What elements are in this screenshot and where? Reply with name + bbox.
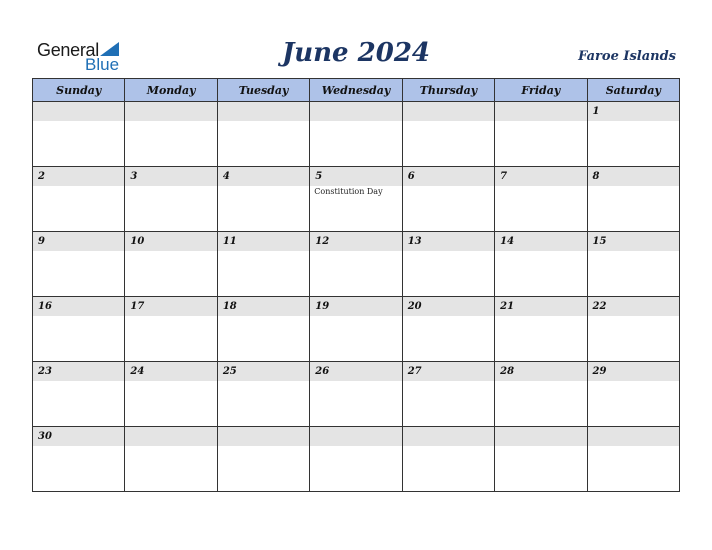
day-number-bar — [33, 427, 124, 446]
week-row — [33, 167, 680, 232]
day-number-bar — [310, 362, 401, 381]
day-cell — [33, 167, 125, 232]
calendar-grid — [32, 78, 680, 492]
day-number: 16 — [38, 301, 52, 312]
day-number: 21 — [500, 301, 515, 312]
day-cell — [217, 232, 309, 297]
day-cell — [33, 232, 125, 297]
day-cell — [587, 102, 679, 167]
day-number-bar — [125, 362, 216, 381]
day-number: 14 — [500, 236, 515, 247]
day-number-bar — [588, 427, 679, 446]
day-number-bar — [310, 297, 401, 316]
day-cell — [310, 102, 402, 167]
day-cell — [125, 362, 217, 427]
day-cell — [125, 297, 217, 362]
day-number-bar — [125, 297, 216, 316]
day-number-bar — [403, 232, 494, 251]
day-number: 6 — [407, 171, 415, 182]
day-number-bar — [310, 427, 401, 446]
day-cell — [587, 427, 679, 492]
weekday-friday: Friday — [495, 79, 587, 102]
day-number-bar — [218, 102, 309, 121]
day-cell — [217, 297, 309, 362]
day-cell — [310, 362, 402, 427]
day-cell — [402, 362, 494, 427]
day-number-bar — [33, 297, 124, 316]
day-number-bar — [403, 297, 494, 316]
day-number: 19 — [315, 301, 330, 312]
day-cell — [125, 232, 217, 297]
day-cell — [402, 102, 494, 167]
day-number-bar — [588, 102, 679, 121]
weekday-thursday: Thursday — [402, 79, 494, 102]
day-number: 10 — [130, 236, 145, 247]
day-number-bar — [33, 167, 124, 186]
day-number: 15 — [592, 236, 607, 247]
weekday-wednesday: Wednesday — [310, 79, 402, 102]
day-cell — [587, 232, 679, 297]
day-cell — [495, 167, 587, 232]
weekday-monday: Monday — [125, 79, 217, 102]
week-row — [33, 102, 680, 167]
day-number-bar — [218, 362, 309, 381]
day-cell — [217, 362, 309, 427]
day-cell — [33, 102, 125, 167]
day-number-bar — [495, 102, 586, 121]
day-cell — [402, 167, 494, 232]
day-number-bar — [33, 362, 124, 381]
weekday-saturday: Saturday — [587, 79, 679, 102]
day-cell — [217, 167, 309, 232]
day-number-bar — [495, 167, 586, 186]
day-number: 30 — [38, 431, 52, 442]
day-number-bar — [588, 232, 679, 251]
day-cell — [402, 297, 494, 362]
day-number: 26 — [315, 366, 330, 377]
day-number: 12 — [315, 236, 330, 247]
day-number-bar — [310, 102, 401, 121]
day-cell — [33, 427, 125, 492]
day-number: 1 — [592, 106, 600, 117]
day-number-bar — [125, 102, 216, 121]
day-cell — [402, 232, 494, 297]
day-cell — [587, 362, 679, 427]
day-cell — [495, 102, 587, 167]
day-number: 23 — [38, 366, 52, 377]
day-cell — [495, 232, 587, 297]
day-number-bar — [403, 102, 494, 121]
day-cell — [587, 297, 679, 362]
day-number-bar — [33, 102, 124, 121]
day-number-bar — [218, 427, 309, 446]
day-cell — [310, 297, 402, 362]
day-number-bar — [403, 362, 494, 381]
day-number: 24 — [130, 366, 145, 377]
day-number-bar — [218, 167, 309, 186]
day-cell — [125, 102, 217, 167]
generalblue-logo — [37, 40, 127, 74]
day-number-bar — [588, 362, 679, 381]
weekday-header-row — [33, 79, 680, 102]
day-cell — [33, 297, 125, 362]
day-number: 18 — [222, 301, 237, 312]
day-number: 13 — [407, 236, 422, 247]
day-cell — [310, 167, 402, 232]
day-number: 17 — [130, 301, 145, 312]
day-number: 25 — [222, 366, 237, 377]
day-number-bar — [495, 362, 586, 381]
day-number: 27 — [407, 366, 422, 377]
country-label: Faroe Islands — [578, 49, 676, 64]
day-number-bar — [495, 427, 586, 446]
day-number-bar — [588, 297, 679, 316]
day-cell — [495, 297, 587, 362]
day-number-bar — [125, 427, 216, 446]
day-cell — [402, 427, 494, 492]
day-number-bar — [310, 167, 401, 186]
day-cell — [495, 362, 587, 427]
weekday-sunday: Sunday — [33, 79, 125, 102]
day-number: 20 — [407, 301, 422, 312]
day-number: 11 — [222, 236, 237, 247]
day-number: 22 — [592, 301, 607, 312]
day-number: 28 — [500, 366, 515, 377]
day-number: 3 — [130, 171, 138, 182]
page-title: June 2024 — [281, 38, 431, 68]
day-number-bar — [310, 232, 401, 251]
weekday-tuesday: Tuesday — [217, 79, 309, 102]
week-row — [33, 297, 680, 362]
day-number: 7 — [500, 171, 508, 182]
day-number-bar — [403, 167, 494, 186]
day-number-bar — [495, 297, 586, 316]
day-cell — [217, 102, 309, 167]
day-cell — [310, 427, 402, 492]
day-number: 2 — [38, 171, 45, 182]
day-number-bar — [33, 232, 124, 251]
logo-triangle-icon — [100, 42, 119, 56]
logo-text-blue: Blue — [85, 55, 120, 74]
day-number: 5 — [315, 171, 323, 182]
day-number-bar — [495, 232, 586, 251]
day-cell — [587, 167, 679, 232]
week-row — [33, 362, 680, 427]
logo-text-general: General — [37, 40, 99, 60]
day-cell — [495, 427, 587, 492]
day-cell — [310, 232, 402, 297]
day-number: 4 — [222, 171, 230, 182]
day-number-bar — [403, 427, 494, 446]
day-cell — [33, 362, 125, 427]
week-row — [33, 232, 680, 297]
day-cell — [125, 427, 217, 492]
week-row — [33, 427, 680, 492]
day-number-bar — [125, 167, 216, 186]
day-number-bar — [218, 297, 309, 316]
day-number-bar — [125, 232, 216, 251]
holiday-label: Constitution Day — [314, 187, 383, 196]
day-number: 8 — [592, 171, 600, 182]
day-number: 9 — [38, 236, 45, 247]
day-cell — [125, 167, 217, 232]
day-number: 29 — [592, 366, 607, 377]
day-number-bar — [218, 232, 309, 251]
day-number-bar — [588, 167, 679, 186]
day-cell — [217, 427, 309, 492]
